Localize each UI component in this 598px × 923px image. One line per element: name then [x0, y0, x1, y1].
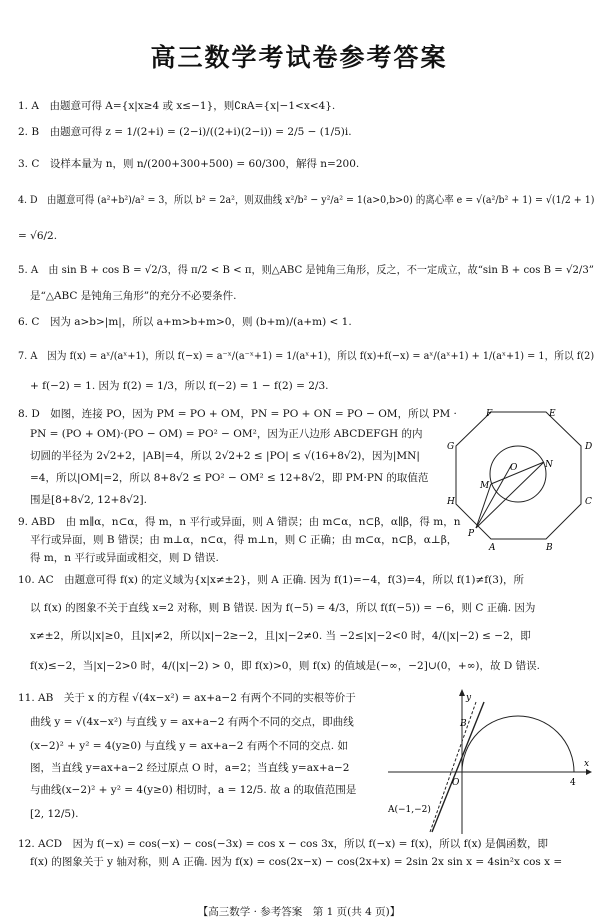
answer-7-line-1: 7. A 因为 f(x) = aˣ/(aˣ+1)，所以 f(−x) = a⁻ˣ/(a⁻ˣ+1) = 1/(aˣ+1)，所以 f(x)+f(−x) = aˣ/(aˣ+1) + 1/(aˣ+1) = 1，所以 f(2) — [18, 350, 595, 362]
label-H: H — [447, 497, 455, 507]
label-C: C — [585, 497, 592, 507]
label-origin: O — [452, 778, 460, 788]
label-F: F — [486, 409, 493, 419]
label-G: G — [447, 442, 455, 452]
answer-8-line-4: =4，所以|OM|=2，所以 8+8√2 ≤ PO² − OM² ≤ 12+8√2，即 PM·PN 的取值范 — [30, 472, 429, 484]
answer-11-line-4: 图，当直线 y=ax+a−2 经过原点 O 时，a=2；当直线 y=ax+a−2 — [30, 762, 350, 774]
answer-9-line-1: 9. ABD 由 m∥α，n⊂α，得 m，n 平行或异面，则 A 错误；由 m⊂α，n⊂β，α∥β，得 m，n — [18, 516, 461, 528]
tangent-line — [432, 702, 484, 832]
label-O: O — [510, 463, 518, 473]
label-A: A — [489, 543, 496, 552]
answer-11-line-6: [2, 12/5). — [30, 808, 79, 820]
answer-4-line-2: = √6/2. — [18, 230, 58, 242]
inscribed-circle — [490, 446, 546, 502]
answer-9-line-2: 平行或异面，则 B 错误；由 m⊥α，n⊂α，得 m⊥n，则 C 正确；由 m⊂α，n⊂β，α⊥β， — [30, 534, 458, 546]
answer-5-line-1: 5. A 由 sin B + cos B = √2/3，得 π/2 < B < π，则△ABC 是钝角三角形，反之，不一定成立，故“sin B + cos B = √2/3” — [18, 264, 594, 276]
answer-9-line-3: 得 m，n 平行或异面或相交，则 D 错误. — [30, 552, 219, 564]
label-B: B — [460, 719, 467, 729]
label-N: N — [545, 460, 553, 470]
x-axis-arrow — [586, 769, 592, 775]
label-four: 4 — [570, 778, 576, 788]
answer-11-line-5: 与曲线(x−2)² + y² = 4(y≥0) 相切时，a = 12/5. 故 a 的取值范围是 — [30, 784, 357, 796]
label-point-A: A(−1,−2) — [388, 805, 431, 815]
answer-12-line-2: f(x) 的图象关于 y 轴对称，则 A 正确. 因为 f(x) = cos(2x−x) − cos(2x+x) = 2sin 2x sin x = 4sin²x cos x = — [30, 856, 563, 868]
semicircle-graph — [386, 688, 594, 838]
answer-8-line-2: PN = (PO + OM)·(PO − OM) = PO² − OM²，因为正八边形 ABCDEFGH 的内 — [30, 428, 423, 440]
octagon-shape — [456, 412, 581, 539]
answer-10-line-4: f(x)≤−2，当|x|−2>0 时，4/(|x|−2) > 0，即 f(x)>0，则 f(x) 的值域是(−∞，−2]∪(0，+∞)，故 D 错误. — [30, 660, 540, 672]
semicircle-curve — [462, 716, 574, 772]
answer-10-line-2: 以 f(x) 的图象不关于直线 x=2 对称，则 B 错误. 因为 f(−5) = 4/3，所以 f(f(−5)) = −6，则 C 正确. 因为 — [30, 602, 536, 614]
answer-10-line-3: x≠±2，所以|x|≥0，且|x|≠2，所以|x|−2≥−2，且|x|−2≠0. 当 −2≤|x|−2<0 时，4/(|x|−2) ≤ −2，即 — [30, 630, 531, 642]
answer-11-line-1: 11. AB 关于 x 的方程 √(4x−x²) = ax+a−2 有两个不同的实根等价于 — [18, 692, 356, 704]
segment-MN — [491, 462, 544, 484]
label-y: y — [466, 693, 472, 703]
answer-8-line-5: 围是[8+8√2, 12+8√2]. — [30, 494, 147, 506]
line-through-origin — [430, 702, 476, 832]
answer-8-line-1: 8. D 如图，连接 PO，因为 PM = PO + OM，PN = PO + ON = PO − OM，所以 PM · — [18, 408, 457, 420]
answer-5-line-2: 是“△ABC 是钝角三角形”的充分不必要条件. — [30, 290, 237, 302]
answer-10-line-1: 10. AC 由题意可得 f(x) 的定义域为{x|x≠±2}，则 A 正确. 因为 f(1)=−4，f(3)=4，所以 f(1)≠f(3)，所 — [18, 574, 525, 586]
y-axis-arrow — [459, 689, 465, 696]
answer-7-line-2: + f(−2) = 1. 因为 f(2) = 1/3，所以 f(−2) = 1 − f(2) = 2/3. — [30, 380, 329, 392]
octagon-figure — [446, 404, 596, 552]
label-E: E — [549, 409, 556, 419]
answer-2-line-1: 2. B 由题意可得 z = 1/(2+i) = (2−i)/((2+i)(2−i)) = 2/5 − (1/5)i. — [18, 126, 352, 138]
label-M: M — [480, 481, 490, 491]
segment-PO — [476, 464, 512, 528]
label-P: P — [468, 529, 475, 539]
answer-11-line-2: 曲线 y = √(4x−x²) 与直线 y = ax+a−2 有两个不同的交点，即曲线 — [30, 716, 354, 728]
answer-12-line-1: 12. ACD 因为 f(−x) = cos(−x) − cos(−3x) = cos x − cos 3x，所以 f(−x) = f(x)，所以 f(x) 是偶函数，即 — [18, 838, 548, 850]
label-D: D — [585, 442, 593, 452]
answer-11-line-3: (x−2)² + y² = 4(y≥0) 与直线 y = ax+a−2 有两个不同的交点. 如 — [30, 740, 348, 752]
label-x: x — [584, 759, 590, 769]
answer-8-line-3: 切圆的半径为 2√2+2，|AB|=4，所以 2√2+2 ≤ |PO| ≤ √(16+8√2)，因为|MN| — [30, 450, 420, 462]
answer-3-line-1: 3. C 设样本量为 n，则 n/(200+300+500) = 60/300，解得 n=200. — [18, 158, 360, 170]
answer-4-line-1: 4. D 由题意可得 (a²+b²)/a² = 3，所以 b² = 2a²，则双曲线 x²/b² − y²/a² = 1(a>0,b>0) 的离心率 e = √(a²/b² + 1) = √(1/2 + 1) — [18, 194, 595, 206]
label-B: B — [546, 543, 553, 552]
page-title: 高三数学考试卷参考答案 — [150, 43, 448, 72]
page-footer: 【高三数学 · 参考答案 第 1 页(共 4 页)】 — [197, 906, 401, 918]
answer-6-line-1: 6. C 因为 a>b>|m|，所以 a+m>b+m>0，则 (b+m)/(a+m) < 1. — [18, 316, 352, 328]
answer-1-line-1: 1. A 由题意可得 A={x|x≥4 或 x≤−1}，则∁ʀA={x|−1<x<4}. — [18, 100, 336, 112]
